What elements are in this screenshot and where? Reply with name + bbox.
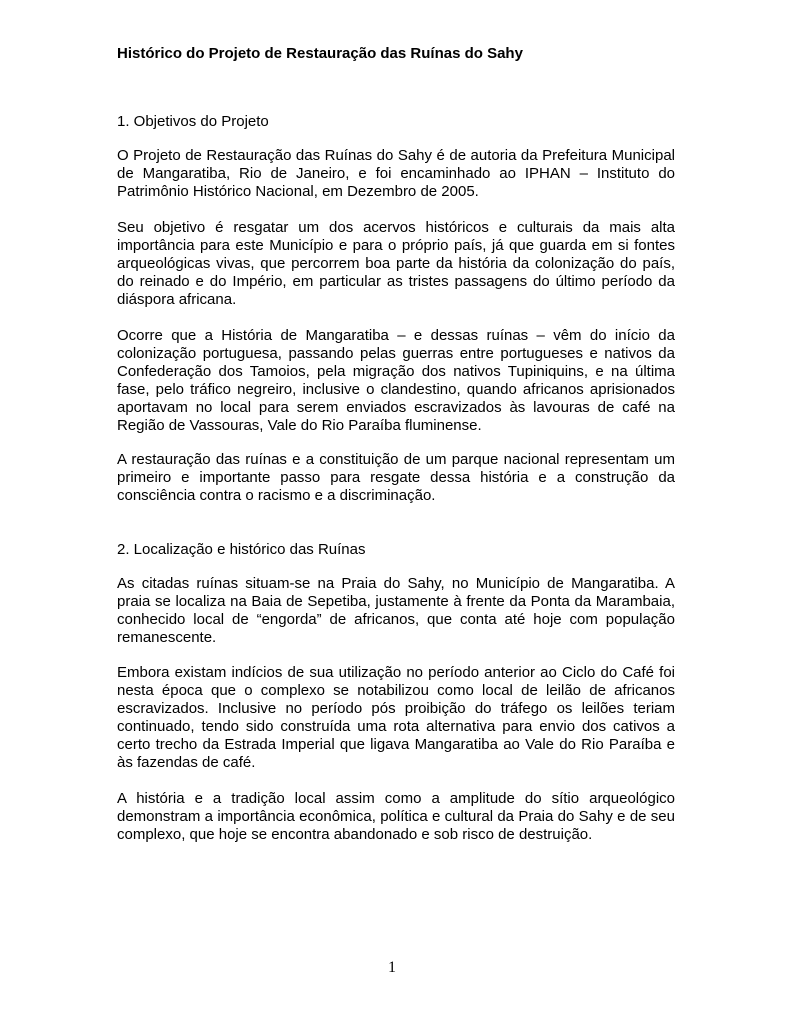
paragraph-2-1: As citadas ruínas situam-se na Praia do Sahy, no Município de Mangaratiba. A praia se localiza na Baia de Sepetiba, justamente à frente da Ponta da Marambaia, conhecido local de “engorda” de africanos, que conta até hoje com população remanescente. xyxy=(117,575,675,646)
paragraph-2-3: A história e a tradição local assim como a amplitude do sítio arqueológico demonstram a importância econômica, política e cultural da Praia do Sahy e de seu complexo, que hoje se encontra abandonado e sob risco de destruição. xyxy=(117,790,675,843)
section-heading-objetivos: 1. Objetivos do Projeto xyxy=(117,113,269,130)
section-heading-localizacao: 2. Localização e histórico das Ruínas xyxy=(117,541,366,558)
paragraph-1-2: Seu objetivo é resgatar um dos acervos históricos e culturais da mais alta importância para este Município e para o próprio país, já que guarda em si fontes arqueológicas vivas, que percorrem boa parte da história da colonização do país, do reinado e do Império, em particular as tristes passagens do último período da diáspora africana. xyxy=(117,219,675,308)
paragraph-2-2: Embora existam indícios de sua utilização no período anterior ao Ciclo do Café foi nesta época que o complexo se notabilizou como local de leilão de africanos escravizados. Inclusive no período pós proibição do tráfego os leilões teriam continuado, tendo sido construída uma rota alternativa para envio dos cativos a certo trecho da Estrada Imperial que ligava Mangaratiba ao Vale do Rio Paraíba e às fazendas de café. xyxy=(117,664,675,771)
paragraph-1-4: A restauração das ruínas e a constituição de um parque nacional representam um primeiro e importante passo para resgate dessa história e a construção da consciência contra o racismo e a discriminação. xyxy=(117,451,675,504)
page-number: 1 xyxy=(388,959,396,976)
document-title: Histórico do Projeto de Restauração das Ruínas do Sahy xyxy=(117,45,523,62)
paragraph-1-3: Ocorre que a História de Mangaratiba – e dessas ruínas – vêm do início da colonização portuguesa, passando pelas guerras entre portugueses e nativos da Confederação dos Tamoios, pela migração dos nativos Tupiniquins, e na última fase, pelo tráfico negreiro, inclusive o clandestino, quando africanos aprisionados aportavam no local para serem enviados escravizados às lavouras de café na Região de Vassouras, Vale do Rio Paraíba fluminense. xyxy=(117,327,675,434)
paragraph-1-1: O Projeto de Restauração das Ruínas do Sahy é de autoria da Prefeitura Municipal de Mangaratiba, Rio de Janeiro, e foi encaminhado ao IPHAN – Instituto do Patrimônio Histórico Nacional, em Dezembro de 2005. xyxy=(117,147,675,200)
